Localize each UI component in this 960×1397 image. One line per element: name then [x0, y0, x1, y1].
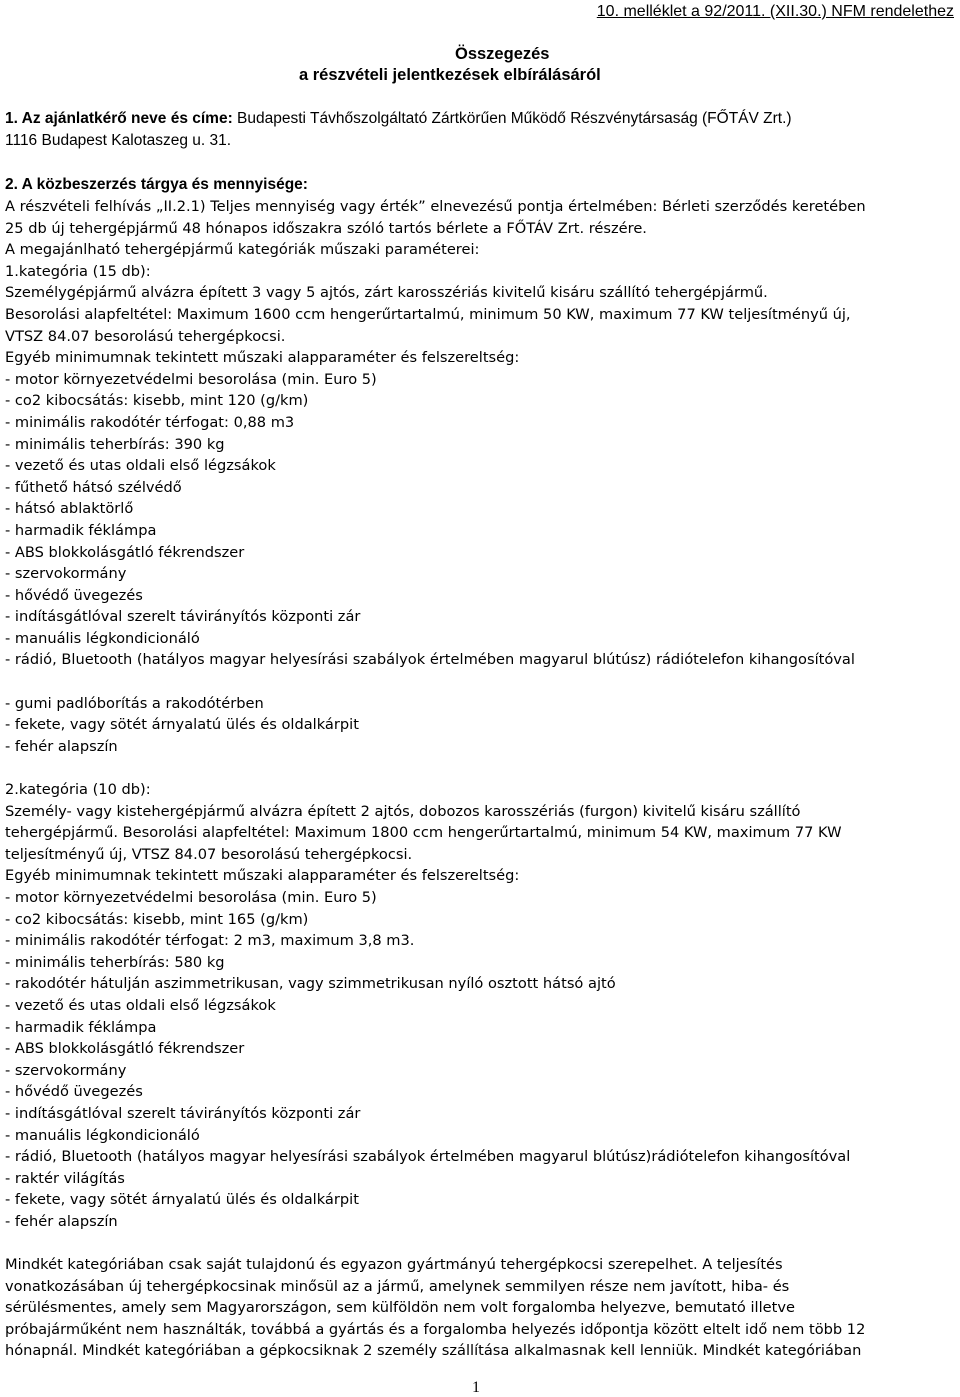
page-number: 1 — [472, 1379, 480, 1396]
params-heading: A megajánlható tehergépjármű kategóriák műszaki paraméterei: — [5, 241, 480, 259]
list-item: - fehér alapszín — [5, 1212, 118, 1230]
list-item: - rádió, Bluetooth (hatályos magyar helyesírási szabályok értelmében magyarul blútúsz)rádiótelefon kihangosítóval — [5, 1148, 851, 1166]
section1-address: 1116 Budapest Kalotaszeg u. 31. — [5, 132, 232, 149]
closing-paragraph-line: Mindkét kategóriában csak saját tulajdonú és egyazon gyártmányú tehergépkocsi szerepelhet. A teljesítés — [5, 1256, 783, 1274]
list-item: - fekete, vagy sötét árnyalatú ülés és oldalkárpit — [5, 716, 359, 734]
category1-description: Besorolási alapfeltétel: Maximum 1600 ccm hengerűrtartalmú, minimum 50 KW, maximum 77 KW teljesítményű új, — [5, 305, 851, 323]
list-item: - szervokormány — [5, 565, 127, 583]
list-item: - raktér világítás — [5, 1169, 125, 1187]
list-item: - minimális rakodótér térfogat: 0,88 m3 — [5, 413, 295, 431]
intro-line: A részvételi felhívás „II.2.1) Teljes mennyiség vagy érték” elnevezésű pontja értelmében: Bérleti szerződés keretében — [5, 198, 866, 215]
list-item: - ABS blokkolásgátló fékrendszer — [5, 543, 245, 561]
document-body — [5, 196, 957, 1362]
list-item: - motor környezetvédelmi besorolása (min. Euro 5) — [5, 370, 377, 388]
list-item: - co2 kibocsátás: kisebb, mint 120 (g/km) — [5, 392, 309, 410]
spacer — [5, 757, 957, 779]
list-item: - harmadik féklámpa — [5, 1018, 157, 1036]
list-item: - vezető és utas oldali első légzsákok — [5, 457, 276, 475]
title-line-1: Összegezés — [455, 45, 550, 63]
list-item: - harmadik féklámpa — [5, 521, 157, 539]
list-item: - motor környezetvédelmi besorolása (min. Euro 5) — [5, 889, 377, 906]
category2-description: tehergépjármű. Besorolási alapfeltétel: Maximum 1800 ccm hengerűrtartalmú, minimum 54 KW, maximum 77 KW — [5, 824, 842, 842]
list-item: - minimális rakodótér térfogat: 2 m3, maximum 3,8 m3. — [5, 932, 415, 950]
list-item: - fehér alapszín — [5, 737, 118, 755]
list-item: - ABS blokkolásgátló fékrendszer — [5, 1040, 245, 1058]
closing-paragraph-line: próbajárműként nem használták, továbbá a gyártás és a forgalomba helyezés időpontja között eltelt idő nem több 12 — [5, 1320, 866, 1338]
list-item: - fűthető hátsó szélvédő — [5, 478, 182, 496]
list-item: - indításgátlóval szerelt távirányítós központi zár — [5, 608, 361, 626]
category1-equipment-heading: Egyéb minimumnak tekintett műszaki alapparaméter és felszereltség: — [5, 349, 520, 367]
spacer — [5, 1233, 957, 1255]
category1-description: VTSZ 84.07 besorolású tehergépkocsi. — [5, 327, 286, 345]
list-item: - hővédő üvegezés — [5, 586, 143, 604]
section1-text: Budapesti Távhőszolgáltató Zártkörűen Működő Részvénytársaság (FŐTÁV Zrt.) — [232, 110, 792, 127]
category2-heading: 2.kategória (10 db): — [5, 781, 151, 799]
list-item: - szervokormány — [5, 1061, 127, 1079]
category2-equipment-heading: Egyéb minimumnak tekintett műszaki alapparaméter és felszereltség: — [5, 867, 520, 885]
list-item: - rádió, Bluetooth (hatályos magyar helyesírási szabályok értelmében magyarul blútúsz) rádiótelefon kihangosítóval — [5, 651, 855, 669]
list-item: - hátsó ablaktörlő — [5, 500, 134, 518]
category1-description: Személygépjármű alvázra épített 3 vagy 5 ajtós, zárt karosszériás kivitelű kisáru szállító tehergépjármű. — [5, 284, 768, 302]
category2-description: Személy- vagy kistehergépjármű alvázra épített 2 ajtós, dobozos karosszériás (furgon) kivitelű kisáru szállító — [5, 802, 801, 820]
document-reference: 10. melléklet a 92/2011. (XII.30.) NFM rendelethez — [596, 3, 954, 20]
closing-paragraph-line: vonatkozásában új tehergépkocsinak minősül az a jármű, amelynek semmilyen része nem javított, hiba- és — [5, 1277, 790, 1295]
list-item: - co2 kibocsátás: kisebb, mint 165 (g/km) — [5, 910, 309, 928]
title-line-2: a részvételi jelentkezések elbírálásáról — [299, 66, 601, 84]
list-item: - fekete, vagy sötét árnyalatú ülés és oldalkárpit — [5, 1191, 359, 1209]
list-item: - manuális légkondicionáló — [5, 1126, 200, 1144]
list-item: - vezető és utas oldali első légzsákok — [5, 996, 276, 1014]
list-item: - manuális légkondicionáló — [5, 629, 200, 647]
spacer — [5, 671, 957, 693]
list-item: - gumi padlóborítás a rakodótérben — [5, 694, 264, 712]
category1-heading: 1.kategória (15 db): — [5, 262, 151, 280]
list-item: - minimális teherbírás: 580 kg — [5, 953, 225, 971]
list-item: - hővédő üvegezés — [5, 1083, 143, 1101]
closing-paragraph-line: hónapnál. Mindkét kategóriában a gépkocsiknak 2 személy szállítása alkalmasnak kell lenniük. Mindkét kategóriában — [5, 1342, 862, 1360]
category2-description: teljesítményű új, VTSZ 84.07 besorolású tehergépkocsi. — [5, 845, 413, 863]
section1-heading: 1. Az ajánlatkérő neve és címe: — [5, 110, 233, 127]
closing-paragraph-line: sérülésmentes, amely sem Magyarországon, sem külföldön nem volt forgalomba helyezve, bemutató illetve — [5, 1299, 795, 1317]
section2-heading: 2. A közbeszerzés tárgya és mennyisége: — [5, 176, 308, 193]
list-item: - minimális teherbírás: 390 kg — [5, 435, 225, 453]
list-item: - indításgátlóval szerelt távirányítós központi zár — [5, 1104, 361, 1122]
intro-line: 25 db új tehergépjármű 48 hónapos időszakra szóló tartós bérlete a FŐTÁV Zrt. részére. — [5, 219, 647, 237]
list-item: - rakodótér hátulján aszimmetrikusan, vagy szimmetrikusan nyíló osztott hátsó ajtó — [5, 975, 616, 993]
section-subject — [5, 174, 955, 196]
section-contracting-authority — [5, 108, 960, 152]
